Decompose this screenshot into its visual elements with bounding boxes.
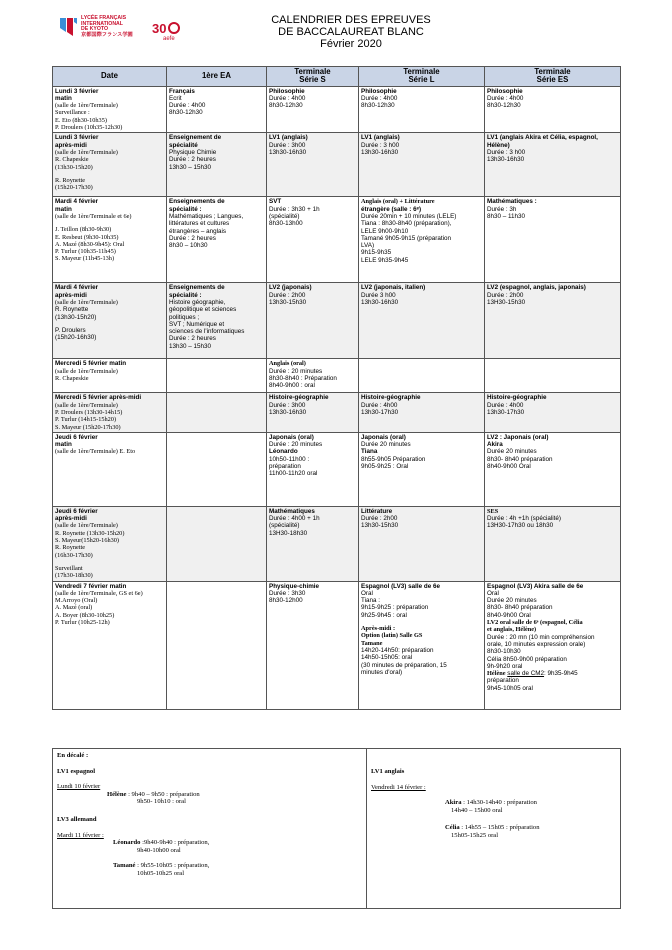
cell-ea: [167, 506, 267, 581]
cell-text: R. Chapeskie: [55, 374, 89, 382]
cell-text: 9h15-9h25 : préparation: [361, 604, 429, 612]
header-label: Série ES: [536, 75, 569, 85]
cell-text: Mercredi 5 février matin: [55, 360, 127, 368]
cell-text: après-midi: [55, 141, 87, 149]
cell-text: Histoire-géographie: [487, 394, 547, 402]
header-terminale-l: [359, 67, 485, 87]
cell-s: [267, 432, 359, 506]
cell-text: 13h30-15h30: [361, 522, 399, 530]
cell-text: Durée : 20 minutes: [269, 367, 323, 375]
cell-es: [485, 197, 621, 283]
cell-text: R. Roynette: [55, 176, 86, 184]
cell-s: [267, 133, 359, 197]
cell-text: Lundi 3 février: [55, 134, 99, 142]
cell-text: M.Arroyo (Oral): [55, 597, 98, 605]
cell-text: LV2 (japonais): [269, 284, 312, 292]
cell-text: spécialité :: [169, 291, 202, 299]
cell-s: [267, 197, 359, 283]
cell-l: [359, 393, 485, 432]
schedule-line: 9h40-10h00 oral: [137, 846, 181, 854]
cell-text: Durée : 2 heures: [169, 156, 216, 164]
cell-text: Physique-chimie: [269, 582, 320, 590]
header-label: Série L: [408, 75, 435, 85]
cell-text: SES: [487, 507, 499, 515]
cell-text: (salle de 1ère/Terminale) E. Eto: [55, 448, 136, 456]
cell-text: matin: [55, 205, 72, 213]
schedule-line: : 14h30-14h40 : préparation: [461, 799, 537, 807]
cell-es: [485, 432, 621, 506]
cell-text: Oral: [487, 589, 499, 597]
cell-text: 8h40-9h00 Oral: [487, 611, 531, 619]
svg-text:30: 30: [152, 21, 167, 36]
cell-text: 8h30-12h30: [269, 102, 303, 110]
cell-text: E. Resbeut (9h30-10h35): [55, 233, 119, 241]
cell-ea: [167, 283, 267, 359]
cell-text: P. Turlur (10h25-12h): [55, 619, 110, 627]
cell-text: (30 minutes de préparation, 15: [361, 661, 447, 669]
cell-text: préparation: [269, 463, 301, 471]
cell-text: Durée : 4h00: [269, 94, 306, 102]
candidate-name: Akira: [445, 799, 462, 807]
cell-ea: [167, 359, 267, 393]
cell-text: Tiana :: [361, 597, 381, 605]
svg-text:aefe: aefe: [163, 36, 175, 42]
cell-text: S. Mayeur(15h20-16h30): [55, 537, 120, 545]
cell-text: (salle de 1ère/Terminale): [55, 367, 118, 375]
cell-text: 10h50-11h00 :: [269, 455, 310, 463]
cell-text: géopolitique et sciences: [169, 306, 237, 314]
cell-text: SVT: [269, 198, 282, 206]
candidate-name: Célia: [445, 824, 460, 832]
cell-text: Léonardo: [269, 448, 298, 456]
table-row: [53, 359, 621, 393]
cell-ea: [167, 432, 267, 506]
cell-text: après-midi: [55, 291, 87, 299]
logo-text-line: DE KYOTO: [81, 26, 108, 33]
cell-text: 13h30-16h30: [269, 408, 307, 416]
cell-text: Philosophie: [269, 87, 305, 95]
cell-es: [485, 283, 621, 359]
cell-text: étrangère (salle : 6ᵉ): [361, 205, 422, 213]
cell-date: [53, 581, 167, 709]
cell-text: 13H30-17h30 ou 18h30: [487, 522, 554, 530]
cell-text: Durée : 3h00: [269, 401, 306, 409]
cell-s: [267, 393, 359, 432]
candidate-name: Léonardo: [113, 839, 141, 847]
cell-text: Français: [169, 87, 195, 95]
cell-text: R. Roynette: [55, 544, 86, 552]
cell-date: [53, 86, 167, 133]
header-label: Date: [101, 71, 118, 81]
cell-text: 8h40-9h00 Oral: [487, 463, 531, 471]
cell-text: 8h30- 8h40 préparation: [487, 604, 553, 612]
cell-text: 8h30-10h30: [487, 648, 521, 656]
cell-text: Option (latin) Salle GS: [361, 632, 423, 640]
cell-text: Enseignements de: [169, 198, 225, 206]
logo-text-line: INTERNATIONAL: [81, 20, 123, 27]
cell-text: (salle de 1ère/Terminale): [55, 401, 118, 409]
cell-text: 13h30-16h30: [361, 298, 399, 306]
schedule-line: : 9h40 – 9h50 : préparation: [126, 790, 200, 798]
table-header-row: [53, 67, 621, 87]
table-row: [53, 283, 621, 359]
cell-text: (13h30-15h20): [55, 313, 97, 321]
cell-text: orale, 10 minutes expression orale): [487, 640, 586, 648]
header-terminale-es: [485, 67, 621, 87]
cell-text: 13h30-16h30: [361, 148, 399, 156]
cell-l: [359, 506, 485, 581]
cell-es: [485, 506, 621, 581]
cell-text: Durée : 4h +1h (spécialité): [487, 515, 562, 523]
header-label: 1ère EA: [201, 71, 232, 81]
cell-date: [53, 133, 167, 197]
cell-text: Oral: [361, 589, 373, 597]
cell-text: après-midi: [55, 515, 87, 523]
lv3-allemand-date: Mardi 11 février :: [57, 831, 104, 839]
cell-text: 13h30-17h30: [487, 408, 525, 416]
cell-text: (salle de 1ère/Terminale et 6e): [55, 212, 132, 220]
cell-text: 8h55-9h05 Préparation: [361, 455, 426, 463]
cell-l: [359, 359, 485, 393]
table-row: [53, 581, 621, 709]
cell-text: Durée 20 minutes: [487, 597, 537, 605]
cell-text: Jeudi 6 février: [55, 507, 98, 515]
schedule-line: 10h05-10h25 oral: [137, 869, 185, 877]
cell-text: (15h20-17h30): [55, 184, 93, 192]
cell-text: Durée 3 h00: [361, 291, 396, 299]
cell-text: R. Roynette (13h30-15h20): [55, 529, 125, 537]
cell-l: [359, 133, 485, 197]
cell-text: 13h30-15h30: [269, 298, 307, 306]
cell-date: [53, 393, 167, 432]
table-row: [53, 197, 621, 283]
cell-text: A. Mazé (8h30-9h45): Oral: [55, 240, 125, 248]
cell-text: Histoire géographie,: [169, 298, 226, 306]
cell-es: [485, 359, 621, 393]
cell-text: (17h30-18h30): [55, 572, 93, 580]
cell-es: [485, 393, 621, 432]
cell-text: LELE 9h35-9h45: [361, 256, 409, 264]
cell-text: (salle de 1ère/Terminale): [55, 298, 118, 306]
cell-text: (salle de 1ère/Terminale, GS et 6e): [55, 589, 143, 597]
cell-text: Durée : 3h: [487, 205, 517, 213]
cell-text: Anglais (oral) + Littérature: [361, 198, 435, 206]
cell-text: Durée : 4h00: [361, 401, 398, 409]
cell-date: [53, 283, 167, 359]
cell-text: Durée : 2h00: [487, 291, 524, 299]
cell-text: Mardi 4 février: [55, 198, 99, 206]
candidate-name: Tamané: [113, 862, 136, 870]
cell-text: J. Teillon (8h30-9h30): [55, 226, 112, 234]
cell-text: 13H30-18h30: [269, 529, 308, 537]
cell-date: [53, 432, 167, 506]
cell-s: [267, 283, 359, 359]
cell-text: Anglais (oral): [269, 360, 306, 368]
cell-text: R. Roynette: [55, 306, 89, 314]
cell-text: Lundi 3 février: [55, 87, 99, 95]
cell-text: P. Turlur (14h15-15h20): [55, 416, 117, 424]
cell-text: LV1 (anglais Akira et Célia, espagnol,: [487, 134, 598, 142]
cell-s: [267, 86, 359, 133]
title-line: CALENDRIER DES EPREUVES: [271, 14, 431, 26]
cell-text: matin: [55, 441, 72, 449]
cell-text: P. Droulers: [55, 326, 86, 334]
cell-text: 8h40-9h00 : oral: [269, 382, 315, 390]
cell-s: [267, 359, 359, 393]
cell-text: Mardi 4 février: [55, 284, 99, 292]
cell-text: Durée : 2 heures: [169, 335, 216, 343]
page-header: [52, 14, 620, 70]
cell-ea: [167, 197, 267, 283]
cell-text: Durée : 2 heures: [169, 234, 216, 242]
cell-text: Mathématiques :: [487, 198, 537, 206]
cell-text: 8h30-13h00: [269, 220, 303, 228]
schedule-line: 9h50- 10h10 : oral: [137, 798, 186, 806]
cell-text: Philosophie: [487, 87, 523, 95]
cell-text: (salle de 1ère/Terminale): [55, 148, 118, 156]
cell-text: spécialité: [169, 141, 198, 149]
cell-text: 13h30-16h30: [487, 156, 525, 164]
cell-text: Surveillance :: [55, 109, 90, 117]
schedule-line: 14h40 – 15h00 oral: [451, 806, 503, 814]
cell-text: (16h30-17h30): [55, 551, 93, 559]
cell-text: 13h30-17h30: [361, 408, 399, 416]
cell-es: [485, 86, 621, 133]
table-row: [53, 133, 621, 197]
offset-right-cell: [367, 749, 621, 909]
header-date: [53, 67, 167, 87]
title-line: Février 2020: [320, 38, 382, 50]
cell-text: Durée : 4h00 + 1h: [269, 515, 320, 523]
cell-text: S. Mayeur (11h45-13h): [55, 255, 115, 263]
cell-text: (spécialité): [269, 212, 300, 220]
cell-text: 14h20-14h50: préparation: [361, 646, 434, 654]
cell-text: Célia 8h50-9h00 préparation: [487, 655, 567, 663]
cell-es: [485, 581, 621, 709]
cell-l: [359, 581, 485, 709]
cell-text: A. Mazé (oral): [55, 604, 93, 612]
cell-text: Durée : 3h00: [269, 141, 306, 149]
cell-text: Durée : 3h30 + 1h: [269, 205, 320, 213]
cell-text: politiques ;: [169, 313, 200, 321]
cell-text: P. Turlur (10h35-11h45): [55, 248, 116, 256]
cell-text: Durée : 2h00: [361, 515, 398, 523]
cell-text: Durée : 4h00: [487, 401, 524, 409]
cell-text: Mathématiques: [269, 507, 315, 515]
cell-text: LVA): [361, 242, 375, 250]
table-row: [53, 506, 621, 581]
cell-text: 9h45-10h05 oral: [487, 684, 533, 692]
cell-text: 8h30-12h30: [169, 109, 203, 117]
title-line: DE BACCALAUREAT BLANC: [278, 26, 424, 38]
cell-text: Espagnol (LV3) salle de 6e: [361, 582, 440, 590]
cell-text: Durée 20 minutes: [361, 441, 411, 449]
candidate-name: Hélène: [107, 790, 127, 798]
cell-text: matin: [55, 94, 72, 102]
cell-text: Espagnol (LV3) Akira salle de 6e: [487, 582, 584, 590]
cell-l: [359, 86, 485, 133]
cell-text: 13h30-16h30: [269, 148, 307, 156]
logo-text-line: LYCÉE FRANÇAIS: [81, 15, 127, 21]
cell-text: Physique Chimie: [169, 148, 217, 156]
cell-text: Durée : 3h30: [269, 589, 306, 597]
cell-text: Vendredi 7 février matin: [55, 582, 127, 590]
cell-text: Durée : 4h00: [169, 102, 206, 110]
lv3-allemand-title: LV3 allemand: [57, 815, 97, 823]
cell-text: Après-midi :: [361, 625, 396, 633]
table-row: [53, 432, 621, 506]
cell-text: Japonais (oral): [269, 433, 314, 441]
cell-text: Durée : 4h00: [487, 94, 524, 102]
cell-s: [267, 581, 359, 709]
cell-text: 8h30- 8h40 préparation: [487, 455, 553, 463]
schedule-line: 15h05-15h25 oral: [451, 831, 499, 839]
header-label: Terminale: [534, 67, 571, 76]
cell-text: S. Mayeur (15h20-17h30): [55, 423, 121, 431]
cell-text: (salle de 1ère/Terminale): [55, 102, 118, 110]
cell-text: Durée : 3 h00: [487, 148, 526, 156]
table-row: [53, 393, 621, 432]
schedule-line: : 14h55 – 15h05 : préparation: [459, 824, 540, 832]
cell-text: Histoire-géographie: [361, 394, 421, 402]
cell-text: 11h00-11h20 oral: [269, 470, 318, 478]
cell-text: Hélène): [487, 141, 510, 149]
cell-text: Histoire-géographie: [269, 394, 329, 402]
cell-text: 8h30-8h40 : Préparation: [269, 374, 337, 382]
cell-text: Durée 20min + 10 minutes (LELE): [361, 212, 457, 220]
cell-text: Ecrit: [169, 94, 182, 102]
cell-text: Durée 20 minutes: [487, 448, 537, 456]
cell-text: 13H30-15h30: [487, 298, 526, 306]
lv1-anglais-title: LV1 anglais: [371, 768, 405, 775]
cell-text: LV2 (japonais, italien): [361, 284, 426, 292]
page-title: [52, 14, 620, 50]
cell-ea: [167, 393, 267, 432]
cell-text: P. Droulers (10h35-12h30): [55, 124, 123, 132]
cell-l: [359, 197, 485, 283]
cell-text: 14h50-15h05: oral: [361, 654, 413, 662]
cell-text: Durée : 4h00: [361, 94, 398, 102]
cell-text: Tiana : 8h30-8h40 (préparation),: [361, 220, 452, 228]
cell-text: E. Eto (8h30-10h35): [55, 116, 107, 124]
cell-text: Hélène salle de CM2: 9h35-9h45: [487, 670, 578, 678]
cell-text: LV1 (anglais): [361, 134, 400, 142]
cell-text: Durée : 2h00: [269, 291, 306, 299]
header-label: Terminale: [403, 67, 440, 76]
cell-text: spécialité :: [169, 205, 202, 213]
cell-text: (salle de 1ère/Terminale): [55, 522, 118, 530]
cell-text: minutes d'oral): [361, 668, 403, 676]
header-label: Série S: [299, 75, 326, 85]
cell-text: SVT ; Numérique et: [169, 320, 225, 328]
schedule-line: : 9h55-10h05 : préparation,: [135, 862, 210, 870]
header-1ere-ea: [167, 67, 267, 87]
cell-date: [53, 506, 167, 581]
cell-text: 9h25-9h45 : oral: [361, 611, 407, 619]
cell-text: Mercredi 5 février après-midi: [55, 394, 142, 402]
cell-text: Mathématiques ; Langues,: [169, 212, 244, 220]
cell-text: (15h20-16h30): [55, 334, 97, 342]
cell-text: Durée : 20 mn (10 min compréhension: [487, 633, 595, 641]
cell-s: [267, 506, 359, 581]
cell-text: étrangères – anglais: [169, 227, 227, 235]
logo-text-line: 京都国際フランス学園: [81, 31, 133, 38]
cell-text: 8h30-12h00: [269, 597, 303, 605]
offset-left-cell: [53, 749, 367, 909]
cell-ea: [167, 581, 267, 709]
cell-text: sciences de l'informatiques: [169, 328, 245, 336]
cell-date: [53, 359, 167, 393]
cell-text: P. Droulers (13h30-14h15): [55, 408, 123, 416]
cell-l: [359, 283, 485, 359]
lv1-espagnol-title: LV1 espagnol: [57, 767, 96, 775]
cell-text: Tamane: [361, 639, 383, 647]
cell-text: préparation: [487, 677, 519, 685]
cell-text: Japonais (oral): [361, 433, 406, 441]
cell-text: LELE 9h00-9h10: [361, 227, 409, 235]
cell-text: 9h-9h20 oral: [487, 662, 523, 670]
cell-text: 8h30-12h30: [487, 102, 521, 110]
cell-text: 9h05-9h25 : Oral: [361, 463, 409, 471]
cell-text: Tamané 9h05-9h15 (préparation: [361, 234, 451, 242]
lv1-espagnol-date: Lundi 10 février: [57, 783, 101, 791]
cell-date: [53, 197, 167, 283]
schedule-line: :9h40-9h40 : préparation,: [140, 839, 210, 847]
offset-exams-table: [52, 748, 621, 909]
cell-text: et anglais, Hélène): [487, 626, 537, 634]
cell-text: 13h30 – 15h30: [169, 342, 212, 350]
exam-schedule-table: [52, 66, 621, 710]
cell-ea: [167, 133, 267, 197]
cell-text: (13h30-15h20): [55, 163, 93, 171]
cell-ea: [167, 86, 267, 133]
cell-text: 8h30 – 11h30: [487, 212, 526, 220]
header-terminale-s: [267, 67, 359, 87]
cell-text: (spécialité): [269, 522, 300, 530]
cell-text: 9h15-9h35: [361, 249, 392, 257]
lv1-anglais-date: Vendredi 14 février :: [371, 783, 426, 791]
cell-text: Littérature: [361, 507, 393, 515]
offset-title: En décalé :: [57, 752, 89, 759]
cell-es: [485, 133, 621, 197]
cell-text: Durée : 20 minutes: [269, 441, 323, 449]
cell-text: Jeudi 6 février: [55, 433, 98, 441]
cell-text: Surveillant: [55, 564, 83, 572]
cell-text: A. Boyer (8h30-10h25): [55, 611, 115, 619]
header-label: Terminale: [294, 67, 331, 76]
cell-text: Philosophie: [361, 87, 397, 95]
cell-text: Durée : 3 h00: [361, 141, 400, 149]
cell-text: R. Chapeskie: [55, 156, 89, 164]
cell-text: LV2 : Japonais (oral): [487, 433, 549, 441]
cell-text: Enseignement de: [169, 134, 222, 142]
cell-text: LV2 oral salle de 6ᵉ (espagnol, Célia: [487, 619, 583, 627]
cell-text: 8h30 – 10h30: [169, 242, 208, 250]
cell-text: Enseignements de: [169, 284, 225, 292]
cell-text: LV1 (anglais): [269, 134, 308, 142]
cell-text: 13h30 – 15h30: [169, 163, 212, 171]
cell-text: littératures et cultures: [169, 220, 230, 228]
cell-text: Tiana: [361, 448, 378, 456]
cell-text: Akira: [487, 441, 503, 449]
table-row: [53, 86, 621, 133]
cell-text: 8h30-12h30: [361, 102, 395, 110]
cell-text: LV2 (espagnol, anglais, japonais): [487, 284, 586, 292]
cell-l: [359, 432, 485, 506]
